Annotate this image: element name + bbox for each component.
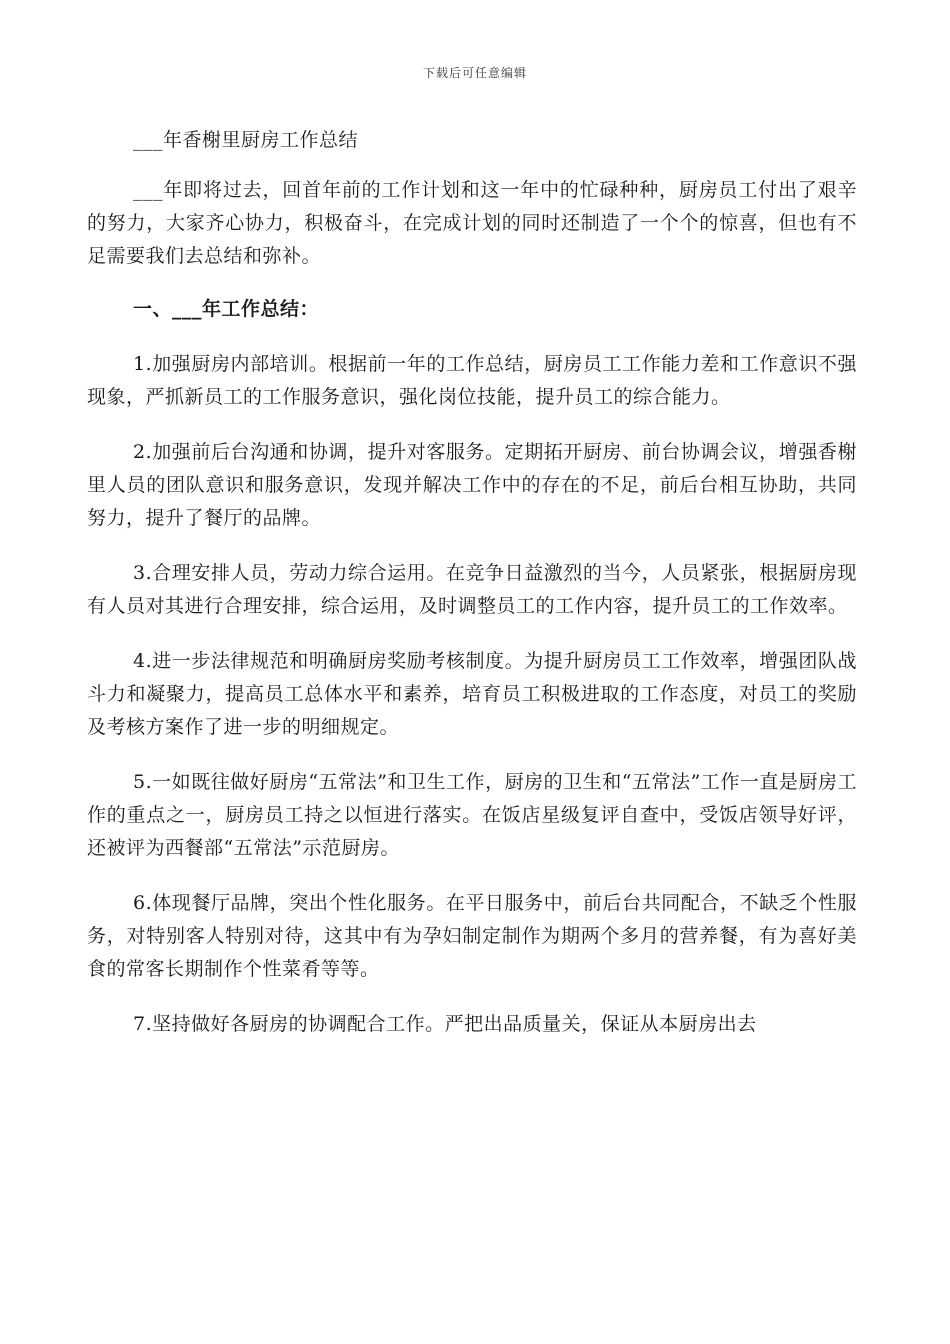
document-body: [87, 124, 857, 1063]
summary-item-2: 2.加强前后台沟通和协调，提升对客服务。定期拓开厨房、前台协调会议，增强香榭里人员的团队意识和服务意识，发现并解决工作中的存在的不足，前后台相互协助，共同努力，提升了餐厅的品牌。: [87, 441, 857, 529]
summary-item-4: 4.进一步法律规范和明确厨房奖励考核制度。为提升厨房员工工作效率，增强团队战斗力和凝聚力，提高员工总体水平和素养，培育员工积极进取的工作态度，对员工的奖励及考核方案作了进一步的明细规定。: [87, 650, 857, 738]
document-title: ___年香榭里厨房工作总结: [133, 129, 359, 151]
summary-item-7: 7.坚持做好各厨房的协调配合工作。严把出品质量关，保证从本厨房出去: [133, 1013, 757, 1035]
section-heading: 一、___年工作总结：: [133, 298, 320, 320]
summary-item-1: 1.加强厨房内部培训。根据前一年的工作总结，厨房员工工作能力差和工作意识不强现象，严抓新员工的工作服务意识，强化岗位技能，提升员工的综合能力。: [87, 353, 857, 408]
summary-item-6: 6.体现餐厅品牌，突出个性化服务。在平日服务中，前后台共同配合，不缺乏个性服务，对特别客人特别对待，这其中有为孕妇制定制作为期两个多月的营养餐，有为喜好美食的常客长期制作个性菜肴等等。: [87, 892, 857, 980]
intro-paragraph: ___年即将过去，回首年前的工作计划和这一年中的忙碌种种，厨房员工付出了艰辛的努力，大家齐心协力，积极奋斗，在完成计划的同时还制造了一个个的惊喜，但也有不足需要我们去总结和弥补。: [87, 179, 857, 267]
summary-item-3: 3.合理安排人员，劳动力综合运用。在竞争日益激烈的当今，人员紧张，根据厨房现有人员对其进行合理安排，综合运用，及时调整员工的工作内容，提升员工的工作效率。: [87, 562, 857, 617]
summary-item-5: 5.一如既往做好厨房“五常法”和卫生工作，厨房的卫生和“五常法”工作一直是厨房工作的重点之一，厨房员工持之以恒进行落实。在饭店星级复评自查中，受饭店领导好评，还被评为西餐部“五常法”示范厨房。: [87, 771, 857, 859]
page-header-note: 下载后可任意编辑: [422, 66, 527, 80]
